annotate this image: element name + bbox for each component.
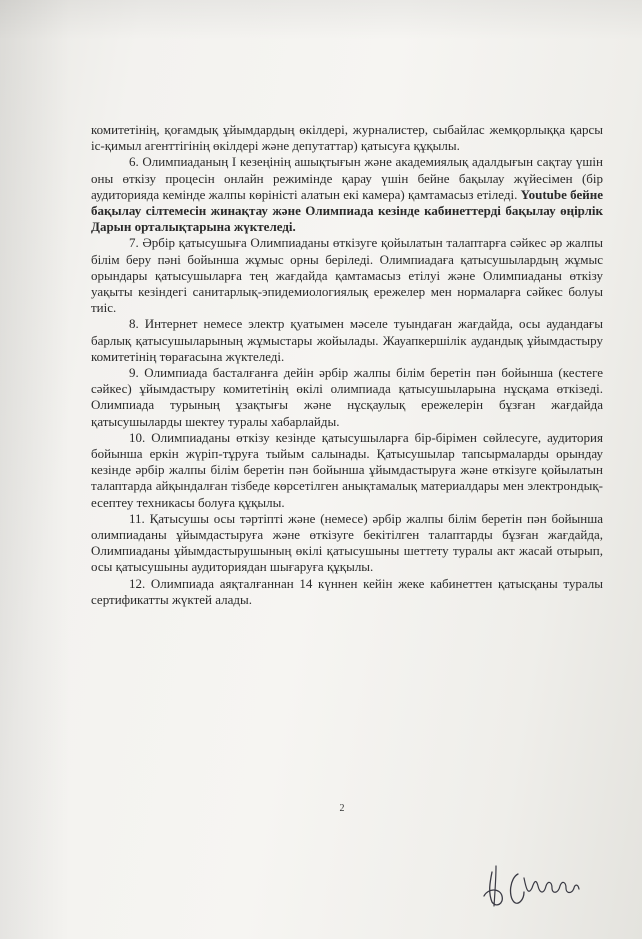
paragraph-9 (91, 365, 603, 430)
paragraph-8 (91, 316, 603, 365)
paragraph-7 (91, 235, 603, 316)
page-fold-shadow (0, 0, 70, 939)
paragraph-text: 6. Олимпиаданың I кезеңінің ашықтығын және академиялық адалдығын сақтау үшін оны өткізу процесін онлайн режимінде қарау үшін бейне бақылау жүйесімен (бір аудиторияда кемінде жалпы көріністі алатын екі камера) қамтамасыз етіледі. (91, 154, 603, 202)
paragraph-text: 10. Олимпиаданы өткізу кезінде қатысушыларға бір-бірімен сөйлесуге, аудитория бойынша еркін жүріп-тұруға тыйым салынады. Қатысушылар тапсырмаларды орындау кезінде әрбір жалпы білім беретін пән бойынша ұйымдастыруға және өткізуге қойылатын талаптарда айқындалған тізбеде көрсетілген анықтамалық материалдары мен электрондық-есептеу техникасы болуға құқылы. (91, 429, 603, 510)
paragraph-12 (91, 576, 603, 608)
paragraph-11 (91, 511, 603, 576)
paragraph-text: 8. Интернет немесе электр қуатымен мәселе туындаған жағдайда, осы аудандағы барлық қатысушыларының жұмыстары жойылады. Жауапкершілік аудандық ұйымдастыру комитетінің төрағасына жүктеледі. (91, 316, 603, 364)
paragraph-text: 7. Әрбір қатысушыға Олимпиаданы өткізуге қойылатын талаптарға сәйкес әр жалпы білім беру пәні бойынша жұмыс орны беріледі. Олимпиадаға қатысушылардың жұмыс орындары қатысушыларға тең жағдайда қамтамасыз етілуі және Олимпиаданы өткізу уақыты кезіндегі санитарлық-эпидемиологиялық ережелер мен нормаларға сәйкес болуы тиіс. (91, 235, 603, 316)
paragraph-text: 12. Олимпиада аяқталғаннан 14 күннен кейін жеке кабинеттен қатысқаны туралы сертификатты жүктей алады. (91, 575, 603, 607)
paragraph-continuation (91, 122, 603, 154)
paragraph-text: 11. Қатысушы осы тәртіпті және (немесе) әрбір жалпы білім беретін пән бойынша олимпиаданы ұйымдастыруға және өткізуге бекітілген талаптарды бұзған жағдайда, Олимпиаданы ұйымдастырушының өкілі қатысушыны шеттету туралы акт жасай отырып, осы қатысушыны аудиториядан шығаруға құқылы. (91, 510, 603, 575)
paragraph-text: комитетінің, қоғамдық ұйымдардың өкілдері, журналистер, сыбайлас жемқорлыққа қарсы іс-қимыл агенттігінің өкілдері және депутаттар) қатысуға құқылы. (91, 122, 603, 154)
document-body (91, 122, 603, 608)
paragraph-10 (91, 430, 603, 511)
paragraph-bold-text: Youtube бейне бақылау сілтемесін жинақтау және Олимпиада кезінде кабинеттерді бақылау өңірлік Дарын орталықтарына жүктеледі. (91, 186, 603, 235)
paragraph-6 (91, 154, 603, 235)
paragraph-text: 9. Олимпиада басталғанға дейін әрбір жалпы білім беретін пән бойынша (кестеге сәйкес) ұйымдастыру комитетінің өкілі олимпиада қатысушыларына нұсқама өткізеді. Олимпиада турының ұзақтығы және нұсқаулық ережелерін бұзған жағдайда қатысушыларды шектеу туралы хабарлайды. (91, 365, 603, 429)
handwritten-signature-icon (478, 858, 588, 918)
page-top-shadow (0, 0, 642, 40)
page-number: 2 (339, 803, 345, 814)
